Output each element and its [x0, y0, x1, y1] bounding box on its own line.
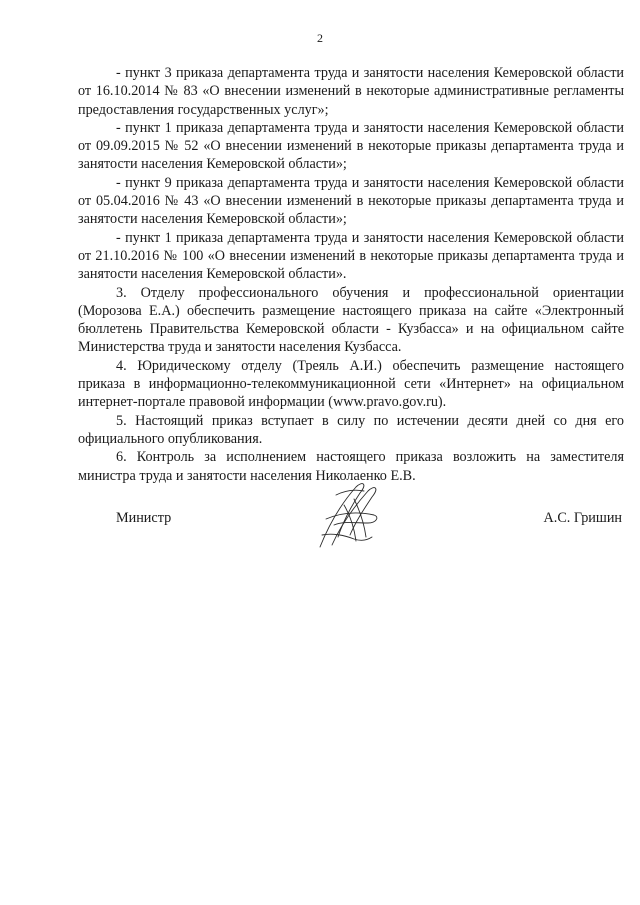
list-item-clause-3: - пункт 3 приказа департамента труда и занятости населения Кемеровской области от 16.10.2014 № 83 «О внесении изменений в некоторые административные регламенты предоставления государственных услуг»;	[78, 65, 624, 118]
page-number: 2	[317, 31, 323, 45]
list-item-clause-1-2015: - пункт 1 приказа департамента труда и занятости населения Кемеровской области от 09.09.2015 № 52 «О внесении изменений в некоторые приказы департамента труда и занятости населения Кемеровской области»;	[78, 119, 624, 173]
list-item-clause-1-2016: - пункт 1 приказа департамента труда и занятости населения Кемеровской области от 21.10.2016 № 100 «О внесении изменений в некоторые приказы департамента труда и занятости населения Кемеровской области».	[78, 229, 624, 283]
handwritten-signature-icon	[310, 475, 390, 555]
paragraph-item-4: 4. Юридическому отделу (Треяль А.И.) обеспечить размещение настоящего приказа в информационно-телекоммуникационной сети «Интернет» на официальном интернет-портале правовой информации (www.pravo.gov.ru).	[78, 357, 624, 411]
signatory-title: Министр	[116, 510, 172, 526]
document-body	[78, 64, 624, 485]
paragraph-item-5: 5. Настоящий приказ вступает в силу по истечении десяти дней со дня его официального опубликования.	[78, 412, 624, 447]
signatory-name: А.С. Гришин	[543, 510, 622, 526]
paragraph-item-6: 6. Контроль за исполнением настоящего приказа возложить на заместителя министра труда и занятости населения Николаенко Е.В.	[78, 449, 624, 484]
paragraph-item-3: 3. Отделу профессионального обучения и профессиональной ориентации (Морозова Е.А.) обеспечить размещение настоящего приказа на сайте «Электронный бюллетень Правительства Кемеровской области - Кузбасса» и на официальном сайте Министерства труда и занятости населения Кузбасса.	[78, 284, 624, 356]
list-item-clause-9-2016: - пункт 9 приказа департамента труда и занятости населения Кемеровской области от 05.04.2016 № 43 «О внесении изменений в некоторые приказы департамента труда и занятости населения Кемеровской области»;	[78, 174, 624, 228]
